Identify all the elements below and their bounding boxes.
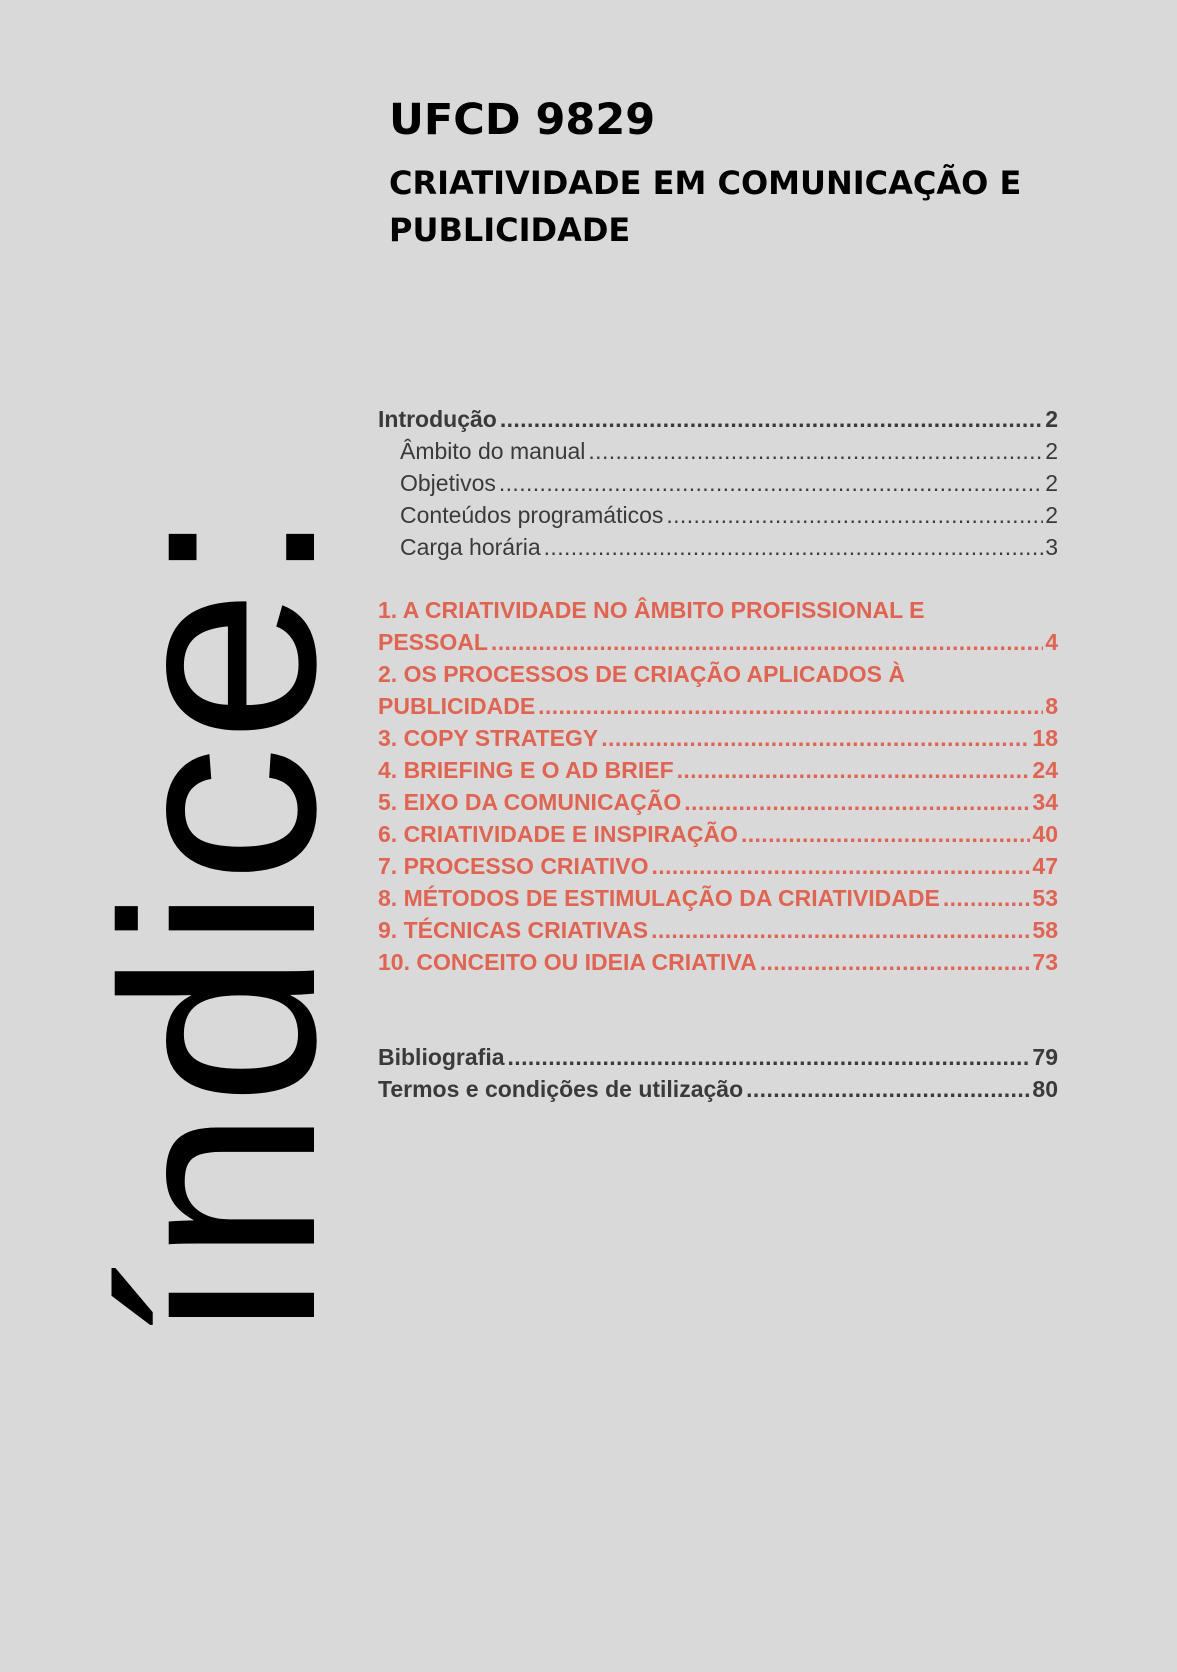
toc-chapter-8[interactable]	[378, 882, 1058, 914]
toc-entry-page: 79	[1032, 1044, 1058, 1070]
toc-entry-label: PUBLICIDADE	[378, 693, 536, 719]
toc-entry-page: 18	[1032, 725, 1058, 751]
toc-entry-label: Termos e condições de utilização	[378, 1076, 744, 1102]
toc-leader-dots	[544, 531, 1044, 563]
toc-subentry[interactable]	[378, 531, 1058, 563]
toc-leader-dots	[677, 754, 1031, 786]
toc-leader-dots	[651, 914, 1030, 946]
toc-entry-page: 2	[1045, 502, 1058, 528]
toc-entry-page: 8	[1045, 693, 1058, 719]
toc-entry-label: Âmbito do manual	[400, 438, 586, 464]
table-of-contents	[378, 403, 1058, 1105]
spacer	[378, 978, 1058, 1041]
toc-entry-page: 2	[1045, 406, 1058, 432]
toc-entry-page: 58	[1032, 917, 1058, 943]
toc-chapter-1[interactable]	[378, 594, 1058, 658]
toc-entry-label: Carga horária	[400, 534, 541, 560]
toc-entry-page: 80	[1032, 1076, 1058, 1102]
toc-leader-dots	[588, 435, 1043, 467]
toc-entry-label: 8. MÉTODOS DE ESTIMULAÇÃO DA CRIATIVIDADE	[378, 885, 940, 911]
toc-entry-page: 24	[1032, 757, 1058, 783]
toc-entry-bibliografia[interactable]	[378, 1041, 1058, 1073]
toc-entry-label-line: 1. A CRIATIVIDADE NO ÂMBITO PROFISSIONAL E	[378, 597, 925, 623]
toc-leader-dots	[499, 467, 1043, 499]
course-code: UFCD 9829	[389, 95, 656, 145]
toc-entry-label-line: 2. OS PROCESSOS DE CRIAÇÃO APLICADOS À	[378, 661, 905, 687]
toc-entry-label: Objetivos	[400, 470, 496, 496]
toc-chapter-4[interactable]	[378, 754, 1058, 786]
toc-leader-dots	[746, 1073, 1030, 1105]
toc-leader-dots	[508, 1041, 1031, 1073]
toc-entry-introducao[interactable]	[378, 403, 1058, 435]
toc-leader-dots	[538, 690, 1043, 722]
toc-entry-page: 40	[1032, 821, 1058, 847]
document-header	[389, 90, 1089, 254]
toc-chapter-9[interactable]	[378, 914, 1058, 946]
spacer	[378, 563, 1058, 594]
toc-entry-label: 6. CRIATIVIDADE E INSPIRAÇÃO	[378, 821, 738, 847]
toc-entry-label: 4. BRIEFING E O AD BRIEF	[378, 757, 674, 783]
toc-entry-termos[interactable]	[378, 1073, 1058, 1105]
toc-subentry[interactable]	[378, 467, 1058, 499]
toc-chapter-2[interactable]	[378, 658, 1058, 722]
toc-entry-page: 3	[1045, 534, 1058, 560]
toc-entry-page: 73	[1032, 949, 1058, 975]
toc-subentry[interactable]	[378, 499, 1058, 531]
toc-entry-page: 53	[1032, 885, 1058, 911]
toc-leader-dots	[666, 499, 1043, 531]
toc-leader-dots	[491, 626, 1043, 658]
toc-chapter-3[interactable]	[378, 722, 1058, 754]
toc-chapter-6[interactable]	[378, 818, 1058, 850]
toc-entry-label: Bibliografia	[378, 1044, 505, 1070]
toc-entry-label: 3. COPY STRATEGY	[378, 725, 599, 751]
toc-entry-label: Introdução	[378, 406, 497, 432]
toc-subentry[interactable]	[378, 435, 1058, 467]
toc-leader-dots	[943, 882, 1031, 914]
toc-entry-page: 4	[1045, 629, 1058, 655]
toc-entry-label: 7. PROCESSO CRIATIVO	[378, 853, 649, 879]
toc-entry-page: 2	[1045, 470, 1058, 496]
toc-chapter-7[interactable]	[378, 850, 1058, 882]
toc-leader-dots	[741, 818, 1030, 850]
toc-leader-dots	[500, 403, 1043, 435]
index-side-title: índice:	[66, 504, 373, 1343]
course-title: CRIATIVIDADE EM COMUNICAÇÃO E PUBLICIDADE	[389, 164, 1022, 249]
toc-entry-page: 2	[1045, 438, 1058, 464]
toc-chapter-10[interactable]	[378, 946, 1058, 978]
toc-entry-page: 47	[1032, 853, 1058, 879]
toc-entry-label: 5. EIXO DA COMUNICAÇÃO	[378, 789, 682, 815]
toc-leader-dots	[601, 722, 1030, 754]
toc-chapter-5[interactable]	[378, 786, 1058, 818]
toc-entry-label: 9. TÉCNICAS CRIATIVAS	[378, 917, 649, 943]
toc-entry-label: Conteúdos programáticos	[400, 502, 664, 528]
toc-entry-label: 10. CONCEITO OU IDEIA CRIATIVA	[378, 949, 757, 975]
toc-leader-dots	[760, 946, 1031, 978]
toc-leader-dots	[652, 850, 1031, 882]
toc-entry-label: PESSOAL	[378, 629, 488, 655]
toc-entry-page: 34	[1032, 789, 1058, 815]
toc-leader-dots	[684, 786, 1030, 818]
